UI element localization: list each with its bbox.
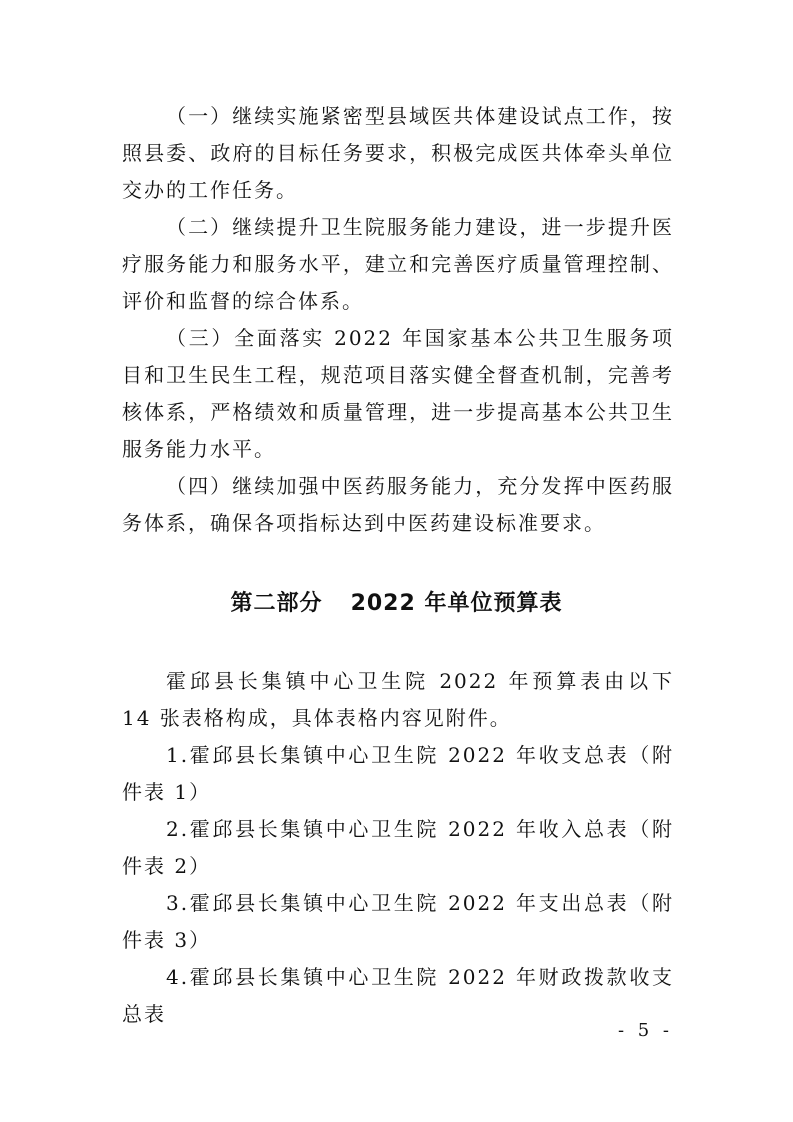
table-list-item-2: 2.霍邱县长集镇中心卫生院 2022 年收入总表（附件表 2）: [122, 817, 674, 878]
table-list-item-4: 4.霍邱县长集镇中心卫生院 2022 年财政拨款收支总表: [122, 965, 674, 1026]
paragraph-item-3: （三）全面落实 2022 年国家基本公共卫生服务项目和卫生民生工程，规范项目落实健全督查机制，完善考核体系，严格绩效和质量管理，进一步提高基本公共卫生服务能力水平。: [122, 326, 674, 461]
paragraph-item-1: （一）继续实施紧密型县域医共体建设试点工作，按照县委、政府的目标任务要求，积极完成医共体牵头单位交办的工作任务。: [122, 104, 674, 202]
budget-table-section: [122, 663, 674, 1033]
section-part-label: 第二部分: [230, 591, 323, 616]
paragraph-item-2: （二）继续提升卫生院服务能力建设，进一步提升医疗服务能力和服务水平，建立和完善医疗质量管理控制、评价和监督的综合体系。: [122, 215, 674, 313]
section-heading: [0, 586, 793, 617]
table-list-item-1: 1.霍邱县长集镇中心卫生院 2022 年收支总表（附件表 1）: [122, 743, 674, 804]
page-number: - 5 -: [617, 1020, 673, 1041]
table-list-item-3: 3.霍邱县长集镇中心卫生院 2022 年支出总表（附件表 3）: [122, 891, 674, 952]
work-plan-section: [122, 98, 674, 542]
paragraph-item-4: （四）继续加强中医药服务能力，充分发挥中医药服务体系，确保各项指标达到中医药建设标准要求。: [122, 474, 674, 535]
section-title: 2022 年单位预算表: [350, 591, 563, 616]
intro-paragraph: 霍邱县长集镇中心卫生院 2022 年预算表由以下 14 张表格构成，具体表格内容见附件。: [122, 669, 674, 730]
